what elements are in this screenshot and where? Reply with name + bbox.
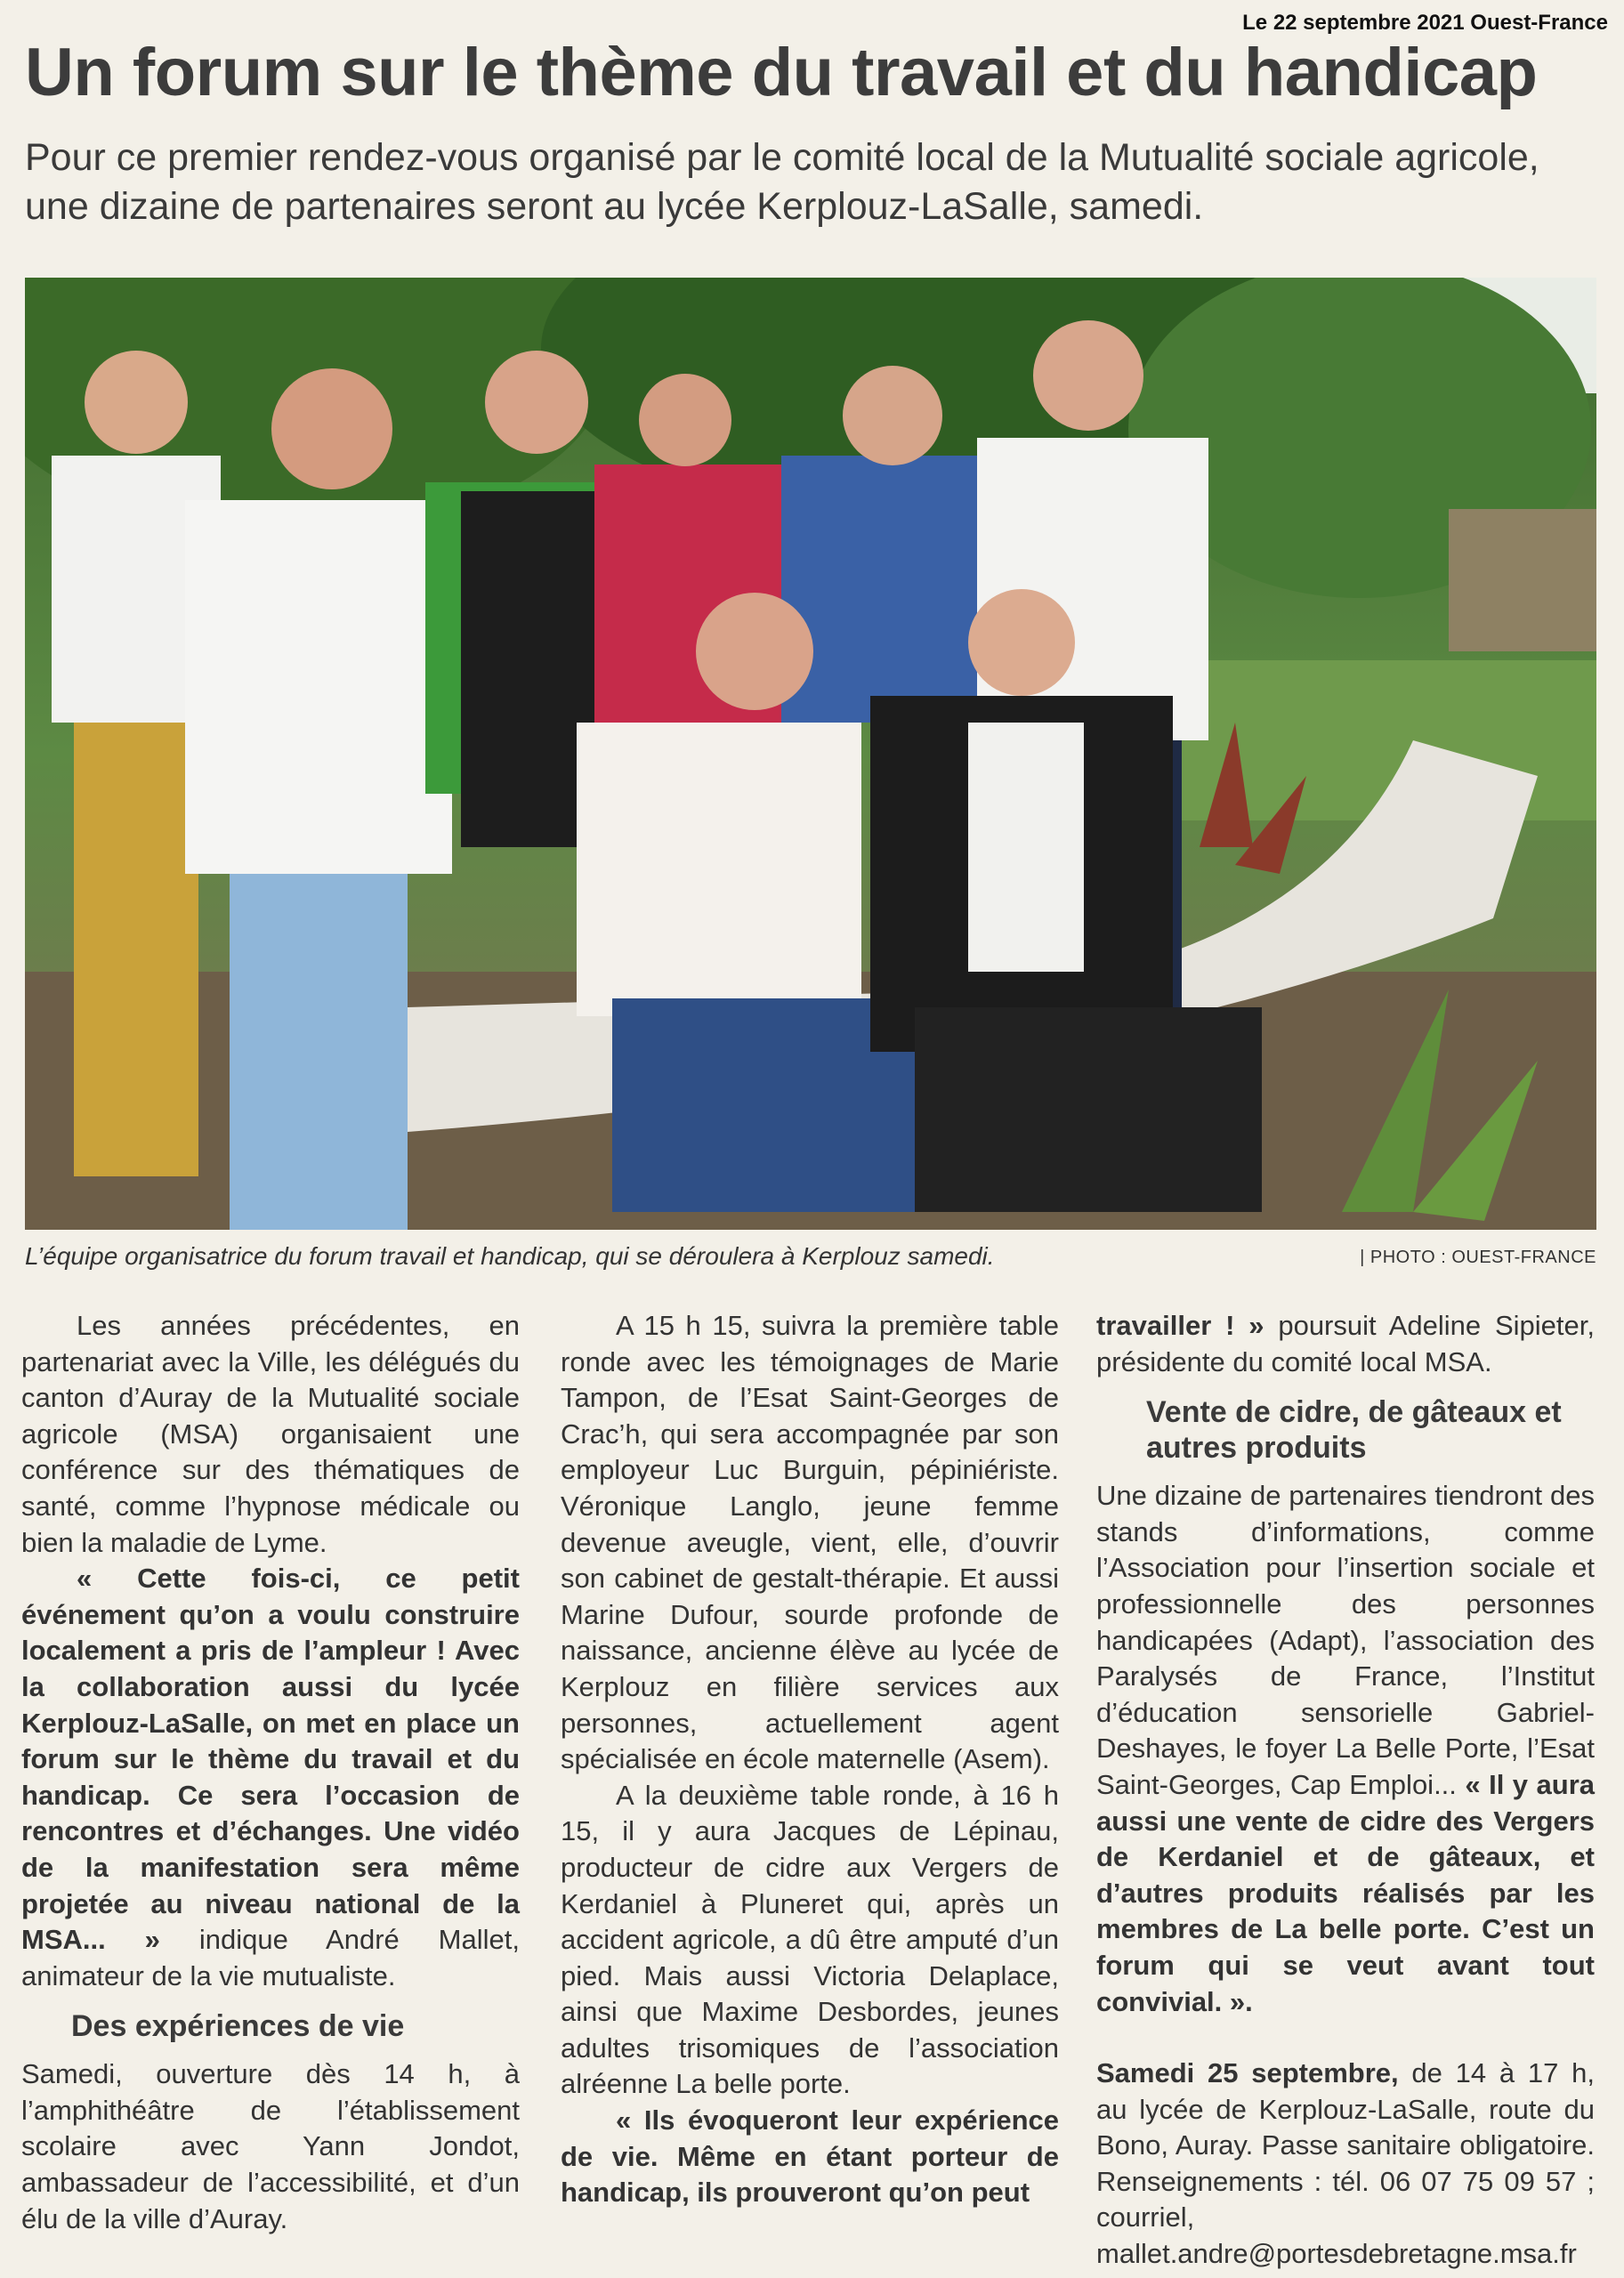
head xyxy=(696,593,813,710)
head xyxy=(968,589,1075,696)
standfirst: Pour ce premier rendez-vous organisé par le comité local de la Mutualité sociale agricole, une dizaine de partenaires seront au lycée Kerplouz-LaSalle, samedi. xyxy=(25,136,1539,229)
head xyxy=(1033,320,1143,431)
quote-end: travailler ! » xyxy=(1096,1310,1264,1341)
practical-info xyxy=(1096,2056,1595,2273)
trousers xyxy=(915,1007,1262,1212)
trousers xyxy=(74,723,198,1176)
head xyxy=(271,368,392,489)
quote-paragraph xyxy=(21,1561,520,1994)
paragraph: A 15 h 15, suivra la première table ronde avec les témoignages de Marie Tampon, de l’Esat Saint-Georges de Crac’h, qui sera accompagnée par son employeur Luc Burguin, pépiniériste. Véronique Langlo, jeune femme devenue aveugle, vient, elle, d’ouvrir son cabinet de gestalt-thérapie. Et aussi Marine Dufour, sourde profonde de naissance, ancienne élève au lycée de Kerplouz en filière services aux personnes, actuellement agent spécialisée en école maternelle (Asem). xyxy=(561,1310,1059,1775)
paragraph: A la deuxième table ronde, à 16 h 15, il y aura Jacques de Lépinau, producteur de cidre aux Vergers de Kerdaniel à Pluneret qui, après un accident agricole, a dû être amputé d’un pied. Mais aussi Victoria Delaplace, ainsi que Maxime Desbordes, jeunes adultes trisomiques de l’association alréenne La belle porte. xyxy=(561,1779,1059,2100)
photo-caption: L’équipe organisatrice du forum travail et handicap, qui se déroulera à Kerplouz samedi. xyxy=(25,1242,995,1270)
subheading: Des expériences de vie xyxy=(71,2009,405,2044)
blouse xyxy=(968,723,1084,972)
paragraph xyxy=(1096,1478,1595,2020)
quote-continuation-paragraph xyxy=(1096,1308,1595,1380)
head xyxy=(85,351,188,454)
quote: « Ils évoqueront leur expérience de vie. Même en étant porteur de handicap, ils prouveront qu’on peut xyxy=(561,2104,1059,2209)
group-photo xyxy=(25,278,1596,1230)
article-column-3 xyxy=(1096,1308,1595,2273)
shirt xyxy=(185,500,452,874)
article-column-2 xyxy=(561,1308,1059,2211)
head xyxy=(485,351,588,454)
quote: « Il y aura aussi une vente de cidre des Vergers de Kerdaniel et de gâteaux, et d’autres produits réalisés par les membres de La belle porte. C’est un forum qui se veut avant tout convivial. ». xyxy=(1096,1768,1596,2017)
partners-text: Une dizaine de partenaires tiendront des stands d’informations, comme l’Association pour l’insertion sociale et professionnelle des personnes handicapées (Adapt), l’association des Paralysés de France, l’Institut d’éducation sensorielle Gabriel-Deshayes, le foyer La Belle Porte, l’Esat Saint-Georges, Cap Emploi... xyxy=(1096,1480,1595,1800)
sweater xyxy=(577,723,861,1016)
head xyxy=(639,374,731,466)
event-date: Samedi 25 septembre, xyxy=(1096,2057,1399,2089)
headline: Un forum sur le thème du travail et du handicap xyxy=(25,35,1538,110)
paragraph: Samedi, ouverture dès 14 h, à l’amphithéâtre de l’établissement scolaire avec Yann Jondot, ambassadeur de l’accessibilité, et d’un élu de la ville d’Auray. xyxy=(21,2058,520,2234)
quote: « Cette fois-ci, ce petit événement qu’on a voulu construire localement a pris de l’ampleur ! Avec la collaboration aussi du lycée Kerplouz-LaSalle, on met en place un forum sur le thème du travail et du handicap. Ce sera l’occasion de rencontres et d’échanges. Une vidéo de la manifestation sera même projetée au niveau national de la MSA... » xyxy=(21,1563,520,1956)
attribution: indique André Mallet, animateur de la vie mutualiste. xyxy=(21,1924,520,1991)
article-column-1 xyxy=(21,1308,520,2237)
fence xyxy=(1449,509,1596,651)
trousers xyxy=(230,874,408,1230)
shirt xyxy=(977,438,1208,740)
photo-credit: | PHOTO : OUEST-FRANCE xyxy=(1360,1248,1596,1267)
publication-date-source: Le 22 septembre 2021 Ouest-France xyxy=(1242,11,1608,35)
practical-text: de 14 à 17 h, au lycée de Kerplouz-LaSalle, route du Bono, Auray. Passe sanitaire obligatoire. Renseignements : tél. 06 07 75 09 57 ; courriel, mallet.andre@portesdebretagne.msa.fr xyxy=(1096,2057,1595,2270)
subheading: Vente de cidre, de gâteaux et autres produits xyxy=(1146,1395,1562,1466)
head xyxy=(843,366,942,465)
shirt xyxy=(781,456,1004,723)
paragraph: Les années précédentes, en partenariat avec la Ville, les délégués du canton d’Auray de la Mutualité sociale agricole (MSA) organisaient une conférence sur des thématiques de santé, comme l’hypnose médicale ou bien la maladie de Lyme. xyxy=(21,1310,520,1558)
attribution: poursuit Adeline Sipieter, présidente du comité local MSA. xyxy=(1096,1310,1596,1377)
